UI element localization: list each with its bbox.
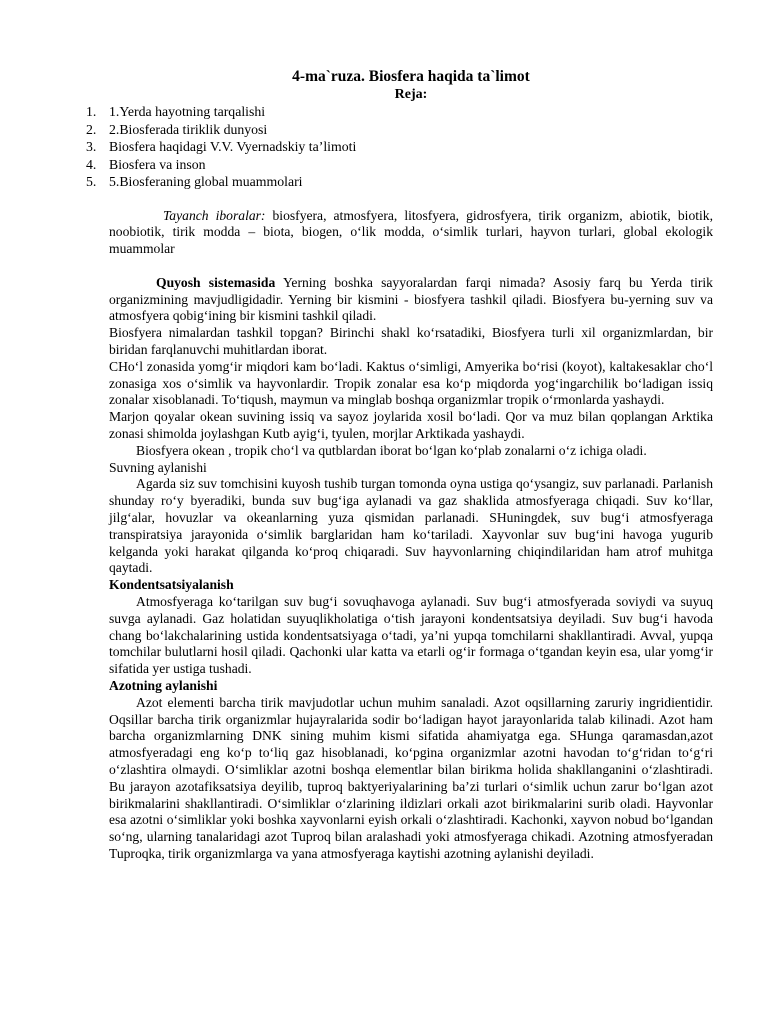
intro-lead: Quyosh sistemasida xyxy=(156,274,276,290)
plan-heading: Reja: xyxy=(394,87,428,102)
plan-item-text: 1.Yerda hayotning tarqalishi xyxy=(109,104,266,119)
plan-item-text: 5.Biosferaning global muammolari xyxy=(109,174,303,189)
keywords-paragraph xyxy=(109,208,713,258)
intro-paragraph-4: Marjon qoyalar okean suvining issiq va sayoz joylarida xosil bo‘ladi. Qor va muz bilan qoplangan Arktika zonasi shimolda joylashgan Kutb ayig‘i, tyulen, morjlar Arktikada yashaydi. xyxy=(109,409,713,442)
water-cycle-heading: Suvning aylanishi xyxy=(109,459,207,475)
plan-item-text: Biosfera haqidagi V.V. Vyernadskiy ta’limoti xyxy=(109,139,357,154)
water-cycle-paragraph: Agarda siz suv tomchisini kuyosh tushib turgan tomonda oyna ustiga qo‘ysangiz, suv parlanadi. Parlanish shunday ro‘y byeradiki, bunda suv bug‘iga aylanadi va gaz shaklida atmosfyeraga chiqadi. Suv ko‘llar, jilg‘alar, hovuzlar va okeanlarning yuza qismidan parlanadi. SHuningdek, suv bug‘i atmosfyeraga transpiratsiya jarayonida o‘simlik barglaridan ham ko‘tariladi. Xayvonlar suv bug‘ini havoga yugurib kelganda yoki harakat qilganda ko‘proq chiqaradi. Suv hayvonlarning chiqindilaridan ham atrof muhitga qaytadi. xyxy=(109,476,713,576)
spacer xyxy=(109,258,713,275)
condensation-heading: Kondentsatsiyalanish xyxy=(109,577,234,593)
intro-paragraph xyxy=(109,275,713,325)
intro-paragraph-3: CHo‘l zonasida yomg‘ir miqdori kam bo‘ladi. Kaktus o‘simligi, Amyerika bo‘risi (koyot), kaltakesaklar cho‘l zonasiga xos o‘simlik va hayvonlardir. Tropik zonalar esa ko‘p miqdorda yog‘ingarchilik bo‘ladigan issiq zonalar xisoblanadi. To‘tiqush, maymun va minglab boshqa organizmlar tropik o‘rmonlarda yashaydi. xyxy=(109,358,713,408)
plan-item-number: 2. xyxy=(86,121,97,137)
plan-item-text: Biosfera va inson xyxy=(109,156,206,172)
plan-list xyxy=(86,103,713,191)
intro-paragraph-5: Biosfyera okean , tropik cho‘l va qutblardan iborat bo‘lgan ko‘plab zonalarni o‘z ichiga oladi. xyxy=(136,442,647,458)
condensation-paragraph: Atmosfyeraga ko‘tarilgan suv bug‘i sovuqhavoga aylanadi. Suv bug‘i atmosfyerada soviydi va suyuq suvga aylanadi. Gaz holatidan suyuqlikholatiga o‘tish jarayoni kondentsatsiya deyiladi. Suv bug‘i havoda chang bo‘lakchalarining ustida kondentsatsiyaga o‘tadi, ya’ni yupqa tomchilarni shakllantiradi. Avval, yupqa tomchilar bulutlarni hosil qiladi. Qachonki ular katta va etarli og‘ir formaga o‘tgandan keyin esa, ular yomg‘ir sifatida yer ustiga tushadi. xyxy=(109,594,713,677)
spacer xyxy=(109,191,713,208)
plan-item-number: 3. xyxy=(86,139,97,154)
plan-item xyxy=(86,156,713,174)
nitrogen-cycle-heading: Azotning aylanishi xyxy=(109,678,218,694)
plan-item-text: 2.Biosferada tiriklik dunyosi xyxy=(109,121,268,137)
keywords-text: biosfyera, atmosfyera, litosfyera, gidrosfyera, tirik organizm, abiotik, biotik, noobiotik, tirik modda – biota, biogen, o‘lik modda, o‘simlik turlari, hayvon turlari, global ekologik muammolar xyxy=(109,207,713,257)
plan-item xyxy=(86,138,713,156)
plan-item-number: 4. xyxy=(86,156,97,172)
nitrogen-cycle-paragraph: Azot elementi barcha tirik mavjudotlar uchun muhim sanaladi. Azot oqsillarning zaruriy ingridientidir. Oqsillar barcha tirik organizmlar hujayralarida sodir bo‘ladigan hayot jarayonlarida talab kilinadi. Azot ham barcha organizmlarning DNK sining muhim kismi sifatida ahamiyatga ega. SHunga qaramasdan,azot atmosfyeradagi eng ko‘p to‘liq gaz hisoblanadi, ko‘pgina organizmlar azotni havodan to‘g‘ridan to‘g‘ri o‘zlashtira olmaydi. O‘simliklar azotni boshqa elementlar bilan birikma holida shakllanganini o‘zlashtiradi. Bu jarayon azotafiksatsiya deyilib, tuproq baktyeriyalarining ba’zi turlari o‘simlik uchun zarur bo‘lgan azot birikmalarini shakllantiradi. O‘simliklar o‘zlarining ildizlari orkali azot birikmalarini surib oladi. Hayvonlar esa azotni o‘simliklar yoki boshka xayvonlarni eyish orkali o‘zlashtiradi. Kachonki, xayvon nobud bo‘lgandan so‘ng, ularning tanalaridagi azot Tuproq bilan aralashadi yoki atmosfyeraga chikadi. Azotning atmosfyeradan Tuproqka, tirik organizmlarga va yana atmosfyeraga kaytishi azotning aylanishi deyiladi. xyxy=(109,694,713,861)
plan-item-number: 1. xyxy=(86,104,97,119)
intro-text: Yerning boshka sayyoralardan farqi nimada? Asosiy farq bu Yerda tirik organizmining mavjudligidadir. Yerning bir kismini - biosfyera tashkil qiladi. Biosfyera bu-yerning suv va atmosfyera qobig‘ining bir kismini tashkil qiladi. xyxy=(109,274,713,324)
plan-item xyxy=(86,173,713,191)
intro-paragraph-2: Biosfyera nimalardan tashkil topgan? Birinchi shakl ko‘rsatadiki, Biosfyera turli xil organizmlardan, bir biridan farqlanuvchi muhitlardan iborat. xyxy=(109,325,713,358)
plan-item xyxy=(86,103,713,121)
plan-item xyxy=(86,121,713,139)
plan-item-number: 5. xyxy=(86,174,97,189)
keywords-label: Tayanch iboralar: xyxy=(163,207,266,223)
lecture-title: 4-ma`ruza. Biosfera haqida ta`limot xyxy=(292,68,530,85)
